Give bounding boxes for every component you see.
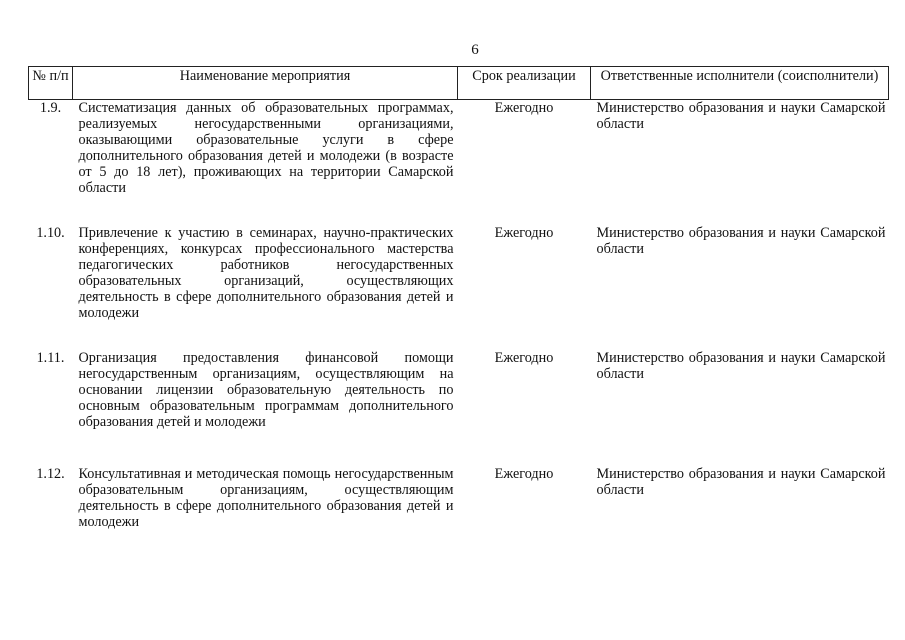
header-responsible: Ответственные исполнители (соисполнители) bbox=[591, 67, 889, 100]
measure-responsible: Министерство образования и науки Самарской области bbox=[596, 100, 886, 132]
row-number: 1.12. bbox=[36, 465, 65, 482]
table-row bbox=[29, 466, 889, 530]
measure-responsible: Министерство образования и науки Самарской области bbox=[596, 465, 886, 498]
header-num: № п/п bbox=[29, 67, 73, 100]
measures-table bbox=[28, 66, 889, 530]
measure-name: Привлечение к участию в семинарах, научно-практических конференциях, конкурсах профессионального мастерства педагогических работников негосударственных образовательных организаций, осуществляющих деятельность в сфере дополнительного образования детей и молодежи bbox=[78, 224, 454, 321]
page-number: 6 bbox=[471, 42, 479, 58]
measure-responsible: Министерство образования и науки Самарской области bbox=[596, 349, 886, 382]
table-row bbox=[29, 100, 889, 225]
row-number: 1.9. bbox=[39, 100, 62, 116]
measure-responsible: Министерство образования и науки Самарской области bbox=[596, 224, 886, 257]
table-row bbox=[29, 225, 889, 350]
header-term: Срок реализации bbox=[458, 67, 591, 100]
table-row bbox=[29, 350, 889, 466]
row-number: 1.10. bbox=[36, 224, 65, 241]
measure-name: Консультативная и методическая помощь негосударственным образовательным организациям, осуществляющим деятельность в сфере дополнительного образования детей и молодежи bbox=[78, 465, 454, 530]
measure-term: Ежегодно bbox=[494, 224, 554, 241]
header-name: Наименование мероприятия bbox=[73, 67, 458, 100]
measure-term: Ежегодно bbox=[494, 100, 554, 116]
measure-name: Организация предоставления финансовой помощи негосударственным организациям, осуществляющим на основании лицензии образовательную деятельность по основным образовательным программам дополнительного образования детей и молодежи bbox=[78, 349, 454, 430]
measure-name: Систематизация данных об образовательных программах, реализуемых негосударственными организациями, оказывающими образовательные услуги в сфере дополнительного образования детей и молодежи (в возрасте от 5 до 18 лет), проживающих на территории Самарской области bbox=[78, 100, 454, 196]
measure-term: Ежегодно bbox=[494, 349, 554, 366]
measure-term: Ежегодно bbox=[494, 465, 554, 482]
table-header-row bbox=[29, 67, 889, 100]
row-number: 1.11. bbox=[36, 349, 65, 366]
